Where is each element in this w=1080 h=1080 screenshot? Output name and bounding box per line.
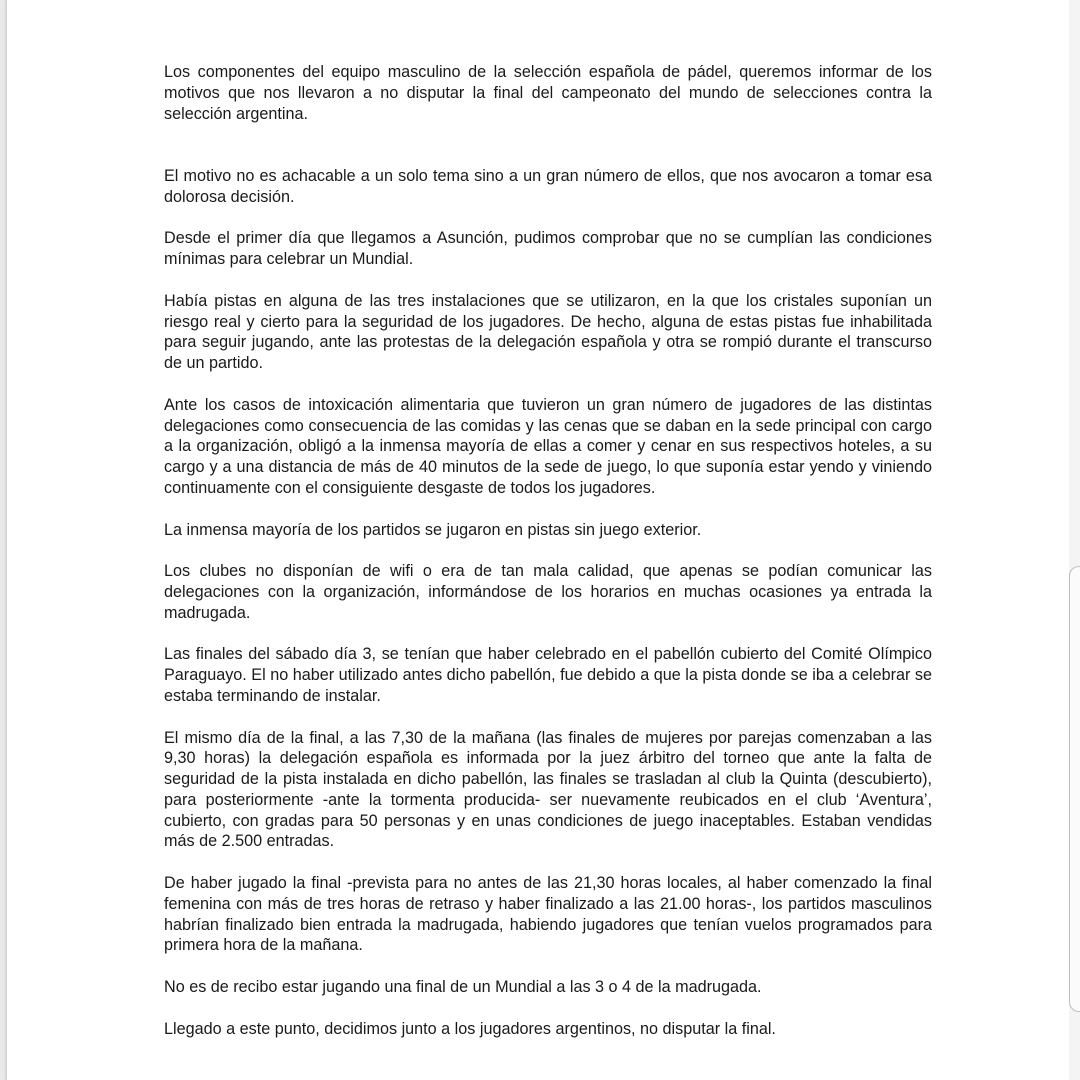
paragraph-madrugada: No es de recibo estar jugando una final de un Mundial a las 3 o 4 de la madrugada. (164, 978, 762, 997)
paragraph-pistas: Había pistas en alguna de las tres instalaciones que se utilizaron, en la que los cristales suponían un riesgo real y cierto para la seguridad de los jugadores. De hecho, alguna de estas pistas fue inhabilitada para seguir jugando, ante las protestas de la delegación española y otra se rompió durante el transcurso de un partido. (164, 291, 932, 373)
document-page (6, 0, 1070, 1080)
paragraph-intoxicacion: Ante los casos de intoxicación alimentaria que tuvieron un gran número de jugadores de las distintas delegaciones como consecuencia de las comidas y las cenas que se daban en la sede principal con cargo a la organización, obligó a la inmensa mayoría de ellas a comer y cenar en sus respectivos hoteles, a su cargo y a una distancia de más de 40 minutos de la sede de juego, lo que suponía estar yendo y viniendo continuamente con el consiguiente desgaste de todos los jugadores. (164, 395, 932, 497)
paragraph-intro: Los componentes del equipo masculino de la selección española de pádel, queremos informar de los motivos que nos llevaron a no disputar la final del campeonato del mundo de selecciones contra la selección argentina. (164, 63, 932, 123)
scroll-tab-handle[interactable] (1069, 566, 1080, 1012)
paragraph-dia-final: El mismo día de la final, a las 7,30 de la mañana (las finales de mujeres por parejas comenzaban a las 9,30 horas) la delegación española es informada por la juez árbitro del torneo que ante la falta de seguridad de la pista instalada en dicho pabellón, las finales se trasladan al club la Quinta (descubierto), para posteriormente -ante la tormenta producida- ser nuevamente reubicados en el club ‘Aventura’, cubierto, con gradas para 50 personas y en unas condiciones de juego inaceptables. Estaban vendidas más de 2.500 entradas. (164, 728, 932, 851)
paragraph-finales-sabado: Las finales del sábado día 3, se tenían que haber celebrado en el pabellón cubierto del Comité Olímpico Paraguayo. El no haber utilizado antes dicho pabellón, fue debido a que la pista donde se iba a celebrar se estaba terminando de instalar. (164, 645, 932, 705)
paragraph-motivo: El motivo no es achacable a un solo tema sino a un gran número de ellos, que nos avocaron a tomar esa dolorosa decisión. (164, 166, 932, 206)
paragraph-horario: De haber jugado la final -prevista para no antes de las 21,30 horas locales, al haber comenzado la final femenina con más de tres horas de retraso y haber finalizado a las 21.00 horas-, los partidos masculinos habrían finalizado bien entrada la madrugada, habiendo jugadores que tenían vuelos programados para primera hora de la mañana. (164, 874, 932, 955)
paragraph-asuncion: Desde el primer día que llegamos a Asunción, pudimos comprobar que no se cumplían las condiciones mínimas para celebrar un Mundial. (164, 229, 932, 269)
paragraph-conclusion: Llegado a este punto, decidimos junto a los jugadores argentinos, no disputar la final. (164, 1019, 776, 1038)
paragraph-juego-exterior: La inmensa mayoría de los partidos se jugaron en pistas sin juego exterior. (164, 520, 702, 539)
document-body (164, 62, 932, 1060)
paragraph-wifi: Los clubes no disponían de wifi o era de tan mala calidad, que apenas se podían comunicar las delegaciones con la organización, informándose de los horarios en muchas ocasiones ya entrada la madrugada. (164, 562, 932, 622)
